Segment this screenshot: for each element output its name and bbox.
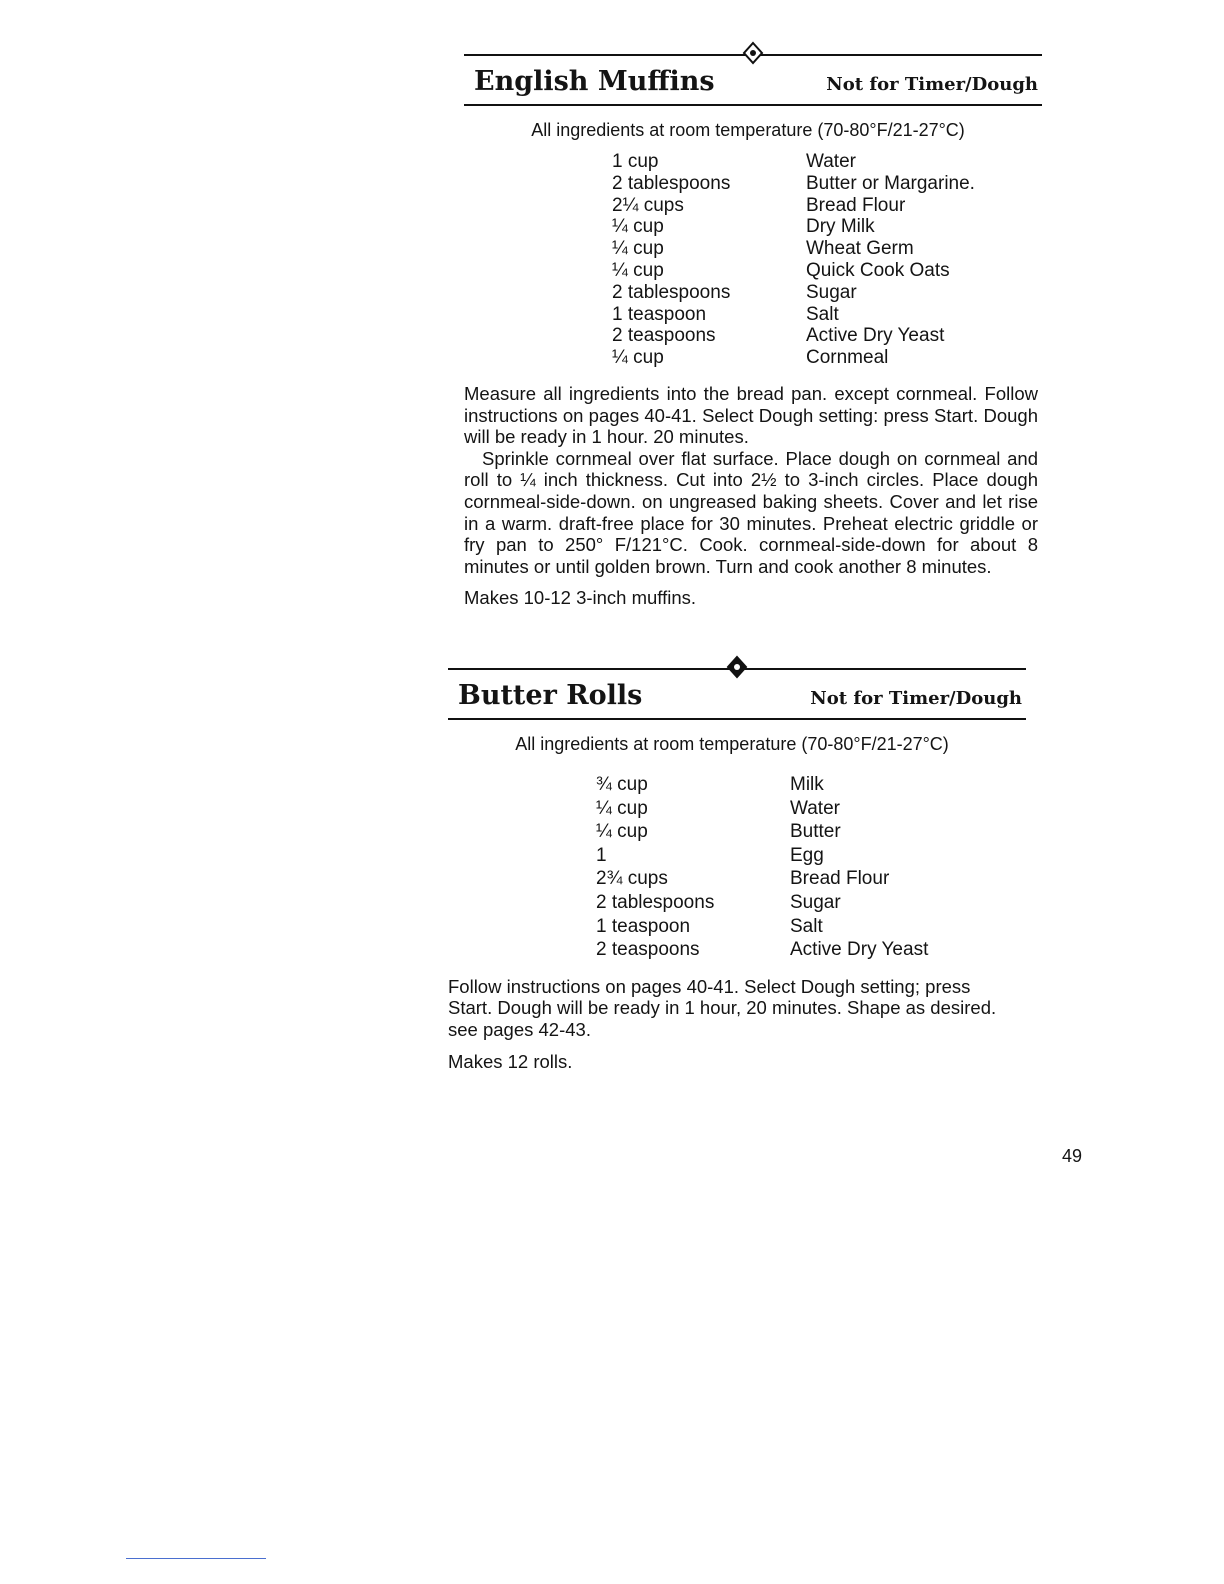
instructions: [464, 383, 1038, 577]
recipe-yield: Makes 12 rolls.: [448, 1050, 573, 1072]
ingredient-name: Active Dry Yeast: [806, 325, 945, 347]
timer-note: Not for Timer/Dough: [826, 74, 1038, 95]
ingredient-list: [612, 151, 1042, 369]
ingredient-name: Salt: [790, 915, 823, 937]
ingredient-row: [596, 844, 1026, 868]
ingredient-name: Bread Flour: [790, 868, 890, 890]
ingredient-row: [612, 347, 1042, 369]
ingredient-name: Wheat Germ: [806, 238, 914, 260]
instruction-paragraph: Measure all ingredients into the bread pan. except cornmeal. Follow instructions on pages 40-41. Select Dough setting: press Start. Dough will be ready in 1 hour. 20 minutes.: [464, 382, 1038, 448]
ingredient-quantity: 2 teaspoons: [596, 939, 700, 961]
ingredient-quantity: ¼ cup: [596, 821, 648, 843]
ingredient-name: Quick Cook Oats: [806, 259, 950, 281]
ingredient-quantity: 2¼ cups: [612, 194, 684, 216]
ingredient-name: Egg: [790, 844, 824, 866]
ingredient-quantity: 1: [596, 844, 607, 866]
ingredient-name: Water: [806, 151, 856, 172]
ingredient-quantity: 2 teaspoons: [612, 325, 716, 347]
recipe-title: English Muffins: [474, 66, 715, 97]
ingredient-quantity: ¾ cup: [596, 774, 648, 795]
ingredient-row: [612, 238, 1042, 260]
instruction-paragraph: Follow instructions on pages 40-41. Select Dough setting; press Start. Dough will be ready in 1 hour, 20 minutes. Shape as desired. see pages 42-43.: [448, 975, 997, 1040]
ingredient-name: Salt: [806, 303, 839, 325]
ingredient-row: [612, 260, 1042, 282]
ingredient-row: [596, 773, 1026, 797]
instruction-paragraph: Sprinkle cornmeal over flat surface. Place dough on cornmeal and roll to ¼ inch thickness. Cut into 2½ to 3-inch circles. Place dough cornmeal-side-down. on ungreased baking sheets. Cover and let rise in a warm. draft-free place for 30 minutes. Preheat electric griddle or fry pan to 250° F/121°C. Cook. cornmeal-side-down for about 8 minutes or until golden brown. Turn and cook another 8 minutes.: [464, 447, 1038, 577]
ingredient-name: Bread Flour: [806, 194, 906, 216]
ingredient-quantity: ¼ cup: [612, 259, 664, 281]
section-divider: [448, 654, 1026, 676]
ingredient-row: [612, 216, 1042, 238]
ingredient-name: Water: [790, 797, 840, 819]
ingredient-quantity: ¼ cup: [612, 347, 664, 369]
recipe-header: [448, 676, 1026, 720]
ingredient-row: [596, 891, 1026, 915]
ingredient-quantity: 1 cup: [612, 151, 659, 172]
diamond-ornament-icon: [741, 41, 765, 65]
ingredient-quantity: 2 tablespoons: [612, 281, 731, 303]
ingredient-name: Cornmeal: [806, 347, 889, 369]
recipe-yield: Makes 10-12 3-inch muffins.: [464, 587, 697, 609]
ingredient-name: Butter: [790, 821, 841, 843]
ingredient-quantity: ¼ cup: [612, 216, 664, 238]
page-number: 49: [1062, 1146, 1083, 1166]
recipe-english-muffins: [464, 40, 1042, 609]
instructions: [448, 976, 998, 1041]
ingredient-quantity: 1 teaspoon: [596, 915, 691, 937]
ingredient-name: Milk: [790, 774, 824, 795]
ingredient-row: [596, 915, 1026, 939]
ingredient-list: [596, 773, 1026, 962]
ingredient-row: [596, 867, 1026, 891]
ingredient-quantity: 1 teaspoon: [612, 303, 707, 325]
timer-note: Not for Timer/Dough: [810, 688, 1022, 709]
ingredient-quantity: 2 tablespoons: [612, 172, 731, 194]
ingredient-quantity: ¼ cup: [596, 797, 648, 819]
ingredient-name: Butter or Margarine.: [806, 172, 975, 194]
ingredient-row: [612, 282, 1042, 304]
ingredient-name: Sugar: [790, 891, 841, 913]
diamond-ornament-icon: [725, 655, 749, 679]
temperature-note: All ingredients at room temperature (70-80°F/21-27°C): [531, 120, 965, 140]
ingredient-quantity: 2 tablespoons: [596, 891, 715, 913]
ingredient-row: [612, 304, 1042, 326]
ingredient-row: [612, 325, 1042, 347]
ingredient-row: [612, 195, 1042, 217]
ingredient-name: Active Dry Yeast: [790, 939, 929, 961]
ingredient-row: [612, 173, 1042, 195]
ingredient-row: [596, 938, 1026, 962]
ingredient-quantity: 2¾ cups: [596, 868, 668, 890]
ingredient-name: Sugar: [806, 281, 857, 303]
ingredient-quantity: ¼ cup: [612, 238, 664, 260]
footer-rule: [126, 1558, 266, 1559]
ingredient-name: Dry Milk: [806, 216, 875, 238]
recipe-header: [464, 62, 1042, 106]
ingredient-row: [596, 820, 1026, 844]
recipe-butter-rolls: [448, 654, 1026, 1073]
ingredient-row: [612, 151, 1042, 173]
ingredient-row: [596, 797, 1026, 821]
recipe-title: Butter Rolls: [458, 680, 643, 711]
section-divider: [464, 40, 1042, 62]
temperature-note: All ingredients at room temperature (70-80°F/21-27°C): [515, 734, 949, 754]
